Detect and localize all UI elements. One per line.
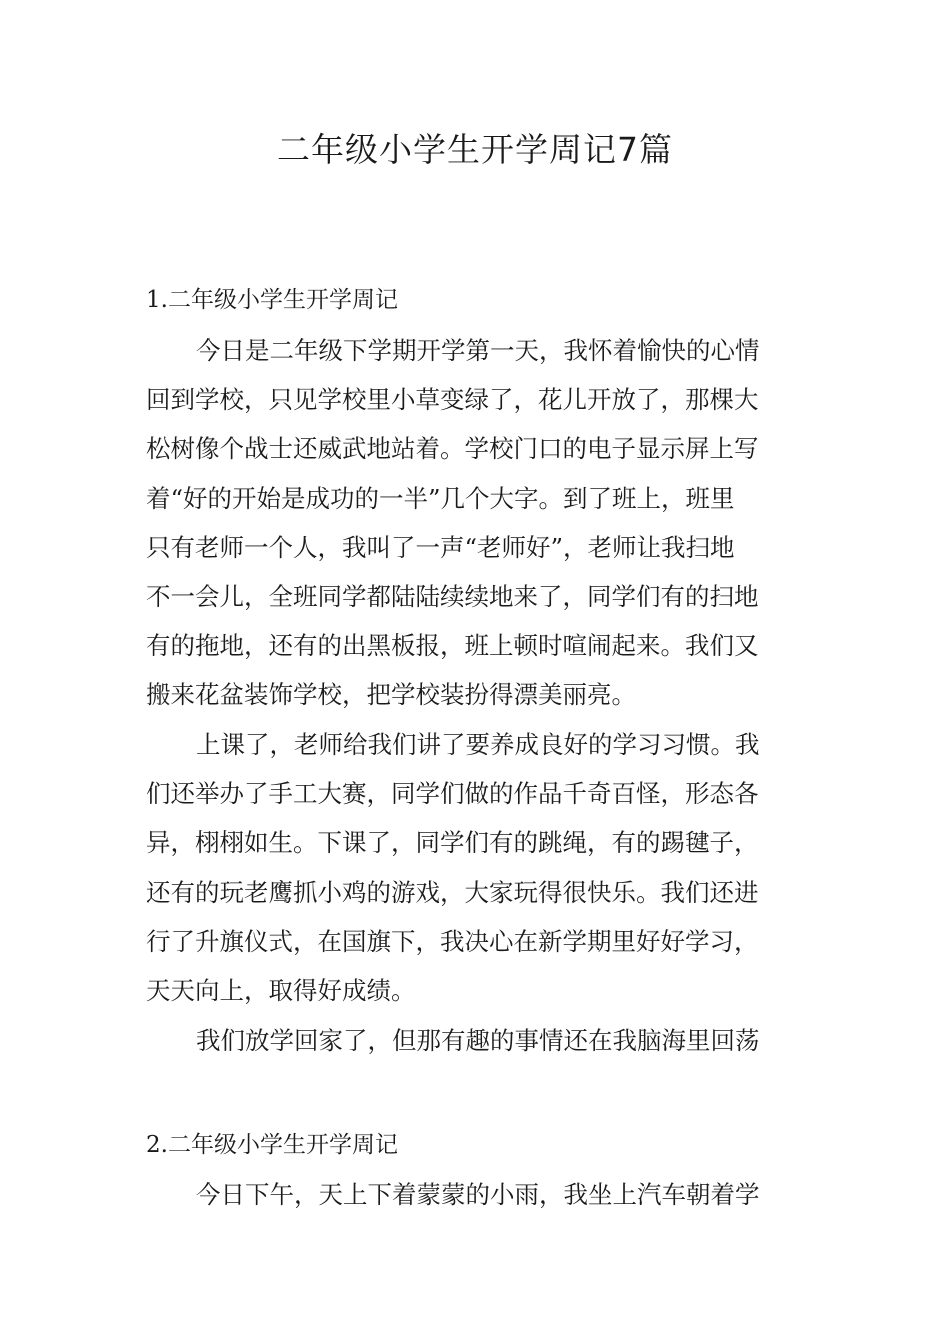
text-line: 上课了，老师给我们讲了要养成良好的学习习惯。我 <box>196 730 760 759</box>
text-line: 有的拖地，还有的出黑板报，班上顿时喧闹起来。我们又 <box>146 631 759 661</box>
document-title: 二年级小学生开学周记7篇 <box>277 130 673 169</box>
section-2-paragraph-1 <box>146 1170 806 1219</box>
text-line: 今日是二年级下学期开学第一天，我怀着愉快的心情 <box>196 336 760 365</box>
text-line: 我们放学回家了，但那有趣的事情还在我脑海里回荡 <box>196 1026 760 1055</box>
section-1-paragraph-1 <box>146 326 806 720</box>
section-1-paragraph-3 <box>146 1016 806 1065</box>
text-line: 搬来花盆装饰学校，把学校装扮得漂美丽亮。 <box>146 680 636 710</box>
text-line: 还有的玩老鹰抓小鸡的游戏，大家玩得很快乐。我们还进 <box>146 877 759 907</box>
text-line: 只有老师一个人，我叫了一声“老师好”，老师让我扫地 <box>146 532 735 562</box>
text-line: 异，栩栩如生。下课了，同学们有的跳绳，有的踢毽子， <box>146 828 759 858</box>
text-line: 不一会儿，全班同学都陆陆续续地来了，同学们有的扫地 <box>146 581 759 611</box>
text-line: 松树像个战士还威武地站着。学校门口的电子显示屏上写 <box>146 434 759 464</box>
section-1-heading: 1.二年级小学生开学周记 <box>146 287 398 313</box>
section-2-heading: 2.二年级小学生开学周记 <box>146 1132 398 1158</box>
text-line: 们还举办了手工大赛，同学们做的作品千奇百怪，形态各 <box>146 779 759 809</box>
text-line: 今日下午，天上下着蒙蒙的小雨，我坐上汽车朝着学 <box>196 1180 760 1209</box>
text-line: 着“好的开始是成功的一半”几个大字。到了班上，班里 <box>146 483 735 513</box>
section-1-paragraph-2 <box>146 720 806 1015</box>
text-line: 行了升旗仪式，在国旗下，我决心在新学期里好好学习， <box>146 926 759 956</box>
text-line: 回到学校，只见学校里小草变绿了，花儿开放了，那棵大 <box>146 385 759 415</box>
text-line: 天天向上，取得好成绩。 <box>146 975 416 1005</box>
